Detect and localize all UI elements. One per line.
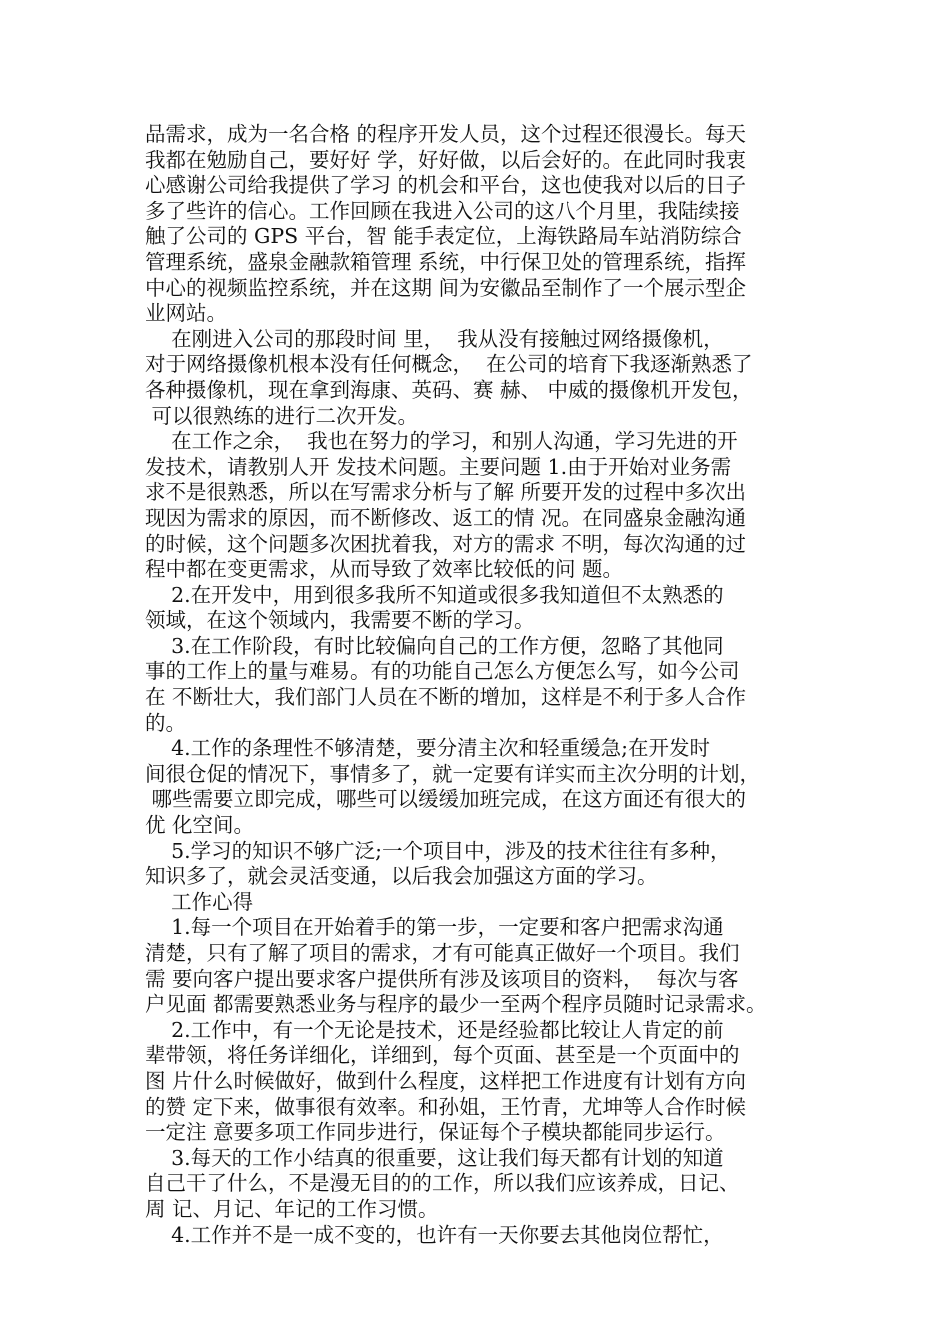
text-line: 图 片什么时候做好，做到什么程度，这样把工作进度有计划有方向	[145, 1068, 747, 1093]
text-line: 2.工作中，有一个无论是技术，还是经验都比较让人肯定的前	[145, 1017, 724, 1042]
text-line: 周 记、月记、年记的工作习惯。	[145, 1196, 439, 1221]
text-line: 间很仓促的情况下，事情多了，就一定要有详实而主次分明的计划，	[145, 761, 760, 786]
text-line: 多了些许的信心。工作回顾在我进入公司的这八个月里，我陆续接	[145, 198, 740, 223]
text-line: 中心的视频监控系统，并在这期 间为安徽品至制作了一个展示型企	[145, 275, 747, 300]
document-body	[145, 122, 815, 1248]
text-line: 在工作之余， 我也在努力的学习，和别人沟通，学习先进的开	[145, 429, 738, 454]
text-line: 5.学习的知识不够广泛;一个项目中，涉及的技术往往有多种，	[145, 838, 731, 863]
text-line: 需 要向客户提出要求客户提供所有涉及该项目的资料， 每次与客	[145, 966, 739, 991]
text-line: 知识多了，就会灵活变通，以后我会加强这方面的学习。	[145, 864, 658, 889]
text-line: 心感谢公司给我提供了学习 的机会和平台，这也使我对以后的日子	[145, 173, 747, 198]
text-line: 品需求，成为一名合格 的程序开发人员，这个过程还很漫长。每天	[145, 122, 747, 146]
text-line: 的时候，这个问题多次困扰着我，对方的需求 不明，每次沟通的过	[145, 531, 747, 556]
text-line: 现因为需求的原因，而不断修改、返工的情 况。在同盛泉金融沟通	[145, 505, 747, 530]
text-line: 3.在工作阶段，有时比较偏向自己的工作方便，忽略了其他同	[145, 633, 724, 658]
text-line: 领域，在这个领域内，我需要不断的学习。	[145, 608, 535, 633]
text-line: 哪些需要立即完成，哪些可以缓缓加班完成，在这方面还有很大的	[145, 787, 747, 812]
text-line: 可以很熟练的进行二次开发。	[145, 403, 419, 428]
text-line: 发技术，请教别人开 发技术问题。主要问题 1.由于开始对业务需	[145, 454, 732, 479]
text-line: 在 不断壮大，我们部门人员在不断的增加，这样是不利于多人合作	[145, 685, 747, 710]
text-line: 事的工作上的量与难易。有的功能自己怎么方便怎么写，如今公司	[145, 659, 740, 684]
text-line: 在刚进入公司的那段时间 里， 我从没有接触过网络摄像机，	[145, 326, 724, 351]
text-line: 的。	[145, 710, 186, 735]
text-line: 1.每一个项目在开始着手的第一步，一定要和客户把需求沟通	[145, 915, 724, 940]
text-line: 2.在开发中，用到很多我所不知道或很多我知道但不太熟悉的	[145, 582, 724, 607]
text-line: 各种摄像机，现在拿到海康、英码、赛 赫、 中威的摄像机开发包，	[145, 377, 753, 402]
text-line: 管理系统，盛泉金融款箱管理 系统，中行保卫处的管理系统，指挥	[145, 249, 747, 274]
text-line: 户见面 都需要熟悉业务与程序的最少一至两个程序员随时记录需求。	[145, 992, 767, 1017]
text-line: 求不是很熟悉，所以在写需求分析与了解 所要开发的过程中多次出	[145, 480, 747, 505]
text-line: 4.工作的条理性不够清楚，要分清主次和轻重缓急;在开发时	[145, 736, 711, 761]
text-line: 优 化空间。	[145, 813, 255, 838]
section-heading: 工作心得	[145, 889, 254, 914]
text-line: 3.每天的工作小结真的很重要，这让我们每天都有计划的知道	[145, 1145, 724, 1170]
text-line: 一定注 意要多项工作同步进行，保证每个子模块都能同步运行。	[145, 1120, 726, 1145]
text-line: 4.工作并不是一成不变的，也许有一天你要去其他岗位帮忙，	[145, 1222, 724, 1247]
text-line: 自己干了什么，不是漫无目的的工作，所以我们应该养成，日记、	[145, 1171, 740, 1196]
text-line: 辈带领，将任务详细化，详细到，每个页面、甚至是一个页面中的	[145, 1043, 740, 1068]
text-line: 对于网络摄像机根本没有任何概念， 在公司的培育下我逐渐熟悉了	[145, 352, 753, 377]
text-line: 我都在勉励自己，要好好 学，好好做，以后会好的。在此同时我衷	[145, 147, 747, 172]
text-line: 的赞 定下来，做事很有效率。和孙姐，王竹青，尤坤等人合作时候	[145, 1094, 747, 1119]
text-line: 业网站。	[145, 301, 227, 326]
text-line: 程中都在变更需求，从而导致了效率比较低的问 题。	[145, 557, 624, 582]
text-line: 触了公司的 GPS 平台，智 能手表定位，上海铁路局车站消防综合	[145, 224, 742, 249]
text-line: 清楚，只有了解了项目的需求，才有可能真正做好一个项目。我们	[145, 941, 740, 965]
